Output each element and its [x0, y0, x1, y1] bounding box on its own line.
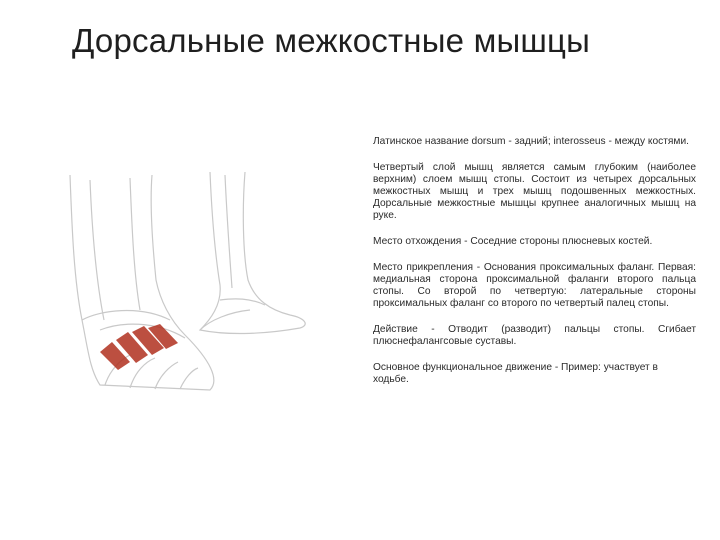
functional-movement-paragraph: Основное функциональное движение - Пример: участвует в ходьбе.	[373, 362, 658, 385]
description-column	[373, 136, 696, 400]
page-title: Дорсальные межкостные мышцы	[72, 22, 591, 59]
insertion-paragraph: Место прикрепления - Основания проксимальных фаланг. Первая: медиальная сторона проксимальной фаланги второго пальца стопы. Со второй по четвертую: латеральные стороны проксимальных фаланг со второго по четвертый палец стопы.	[373, 262, 696, 309]
foot-muscle-illustration	[60, 170, 360, 420]
action-paragraph: Действие - Отводит (разводит) пальцы стопы. Сгибает плюснефалангсовые суставы.	[373, 324, 696, 347]
layer-description-paragraph: Четвертый слой мышц является самым глубоким (наиболее верхним) слоем мышц стопы. Состоит из четырех дорсальных межкостных мышц и трех мышц подошвенных межкостных. Дорсальные межкостные мышцы крупнее аналогичных мышц на руке.	[373, 162, 696, 221]
dorsal-interossei-muscles	[100, 324, 178, 370]
origin-paragraph: Место отхождения - Соседние стороны плюсневых костей.	[373, 236, 653, 247]
right-foot-outline	[200, 172, 305, 334]
latin-name-paragraph: Латинское название dorsum - задний; interosseus - между костями.	[373, 136, 689, 147]
